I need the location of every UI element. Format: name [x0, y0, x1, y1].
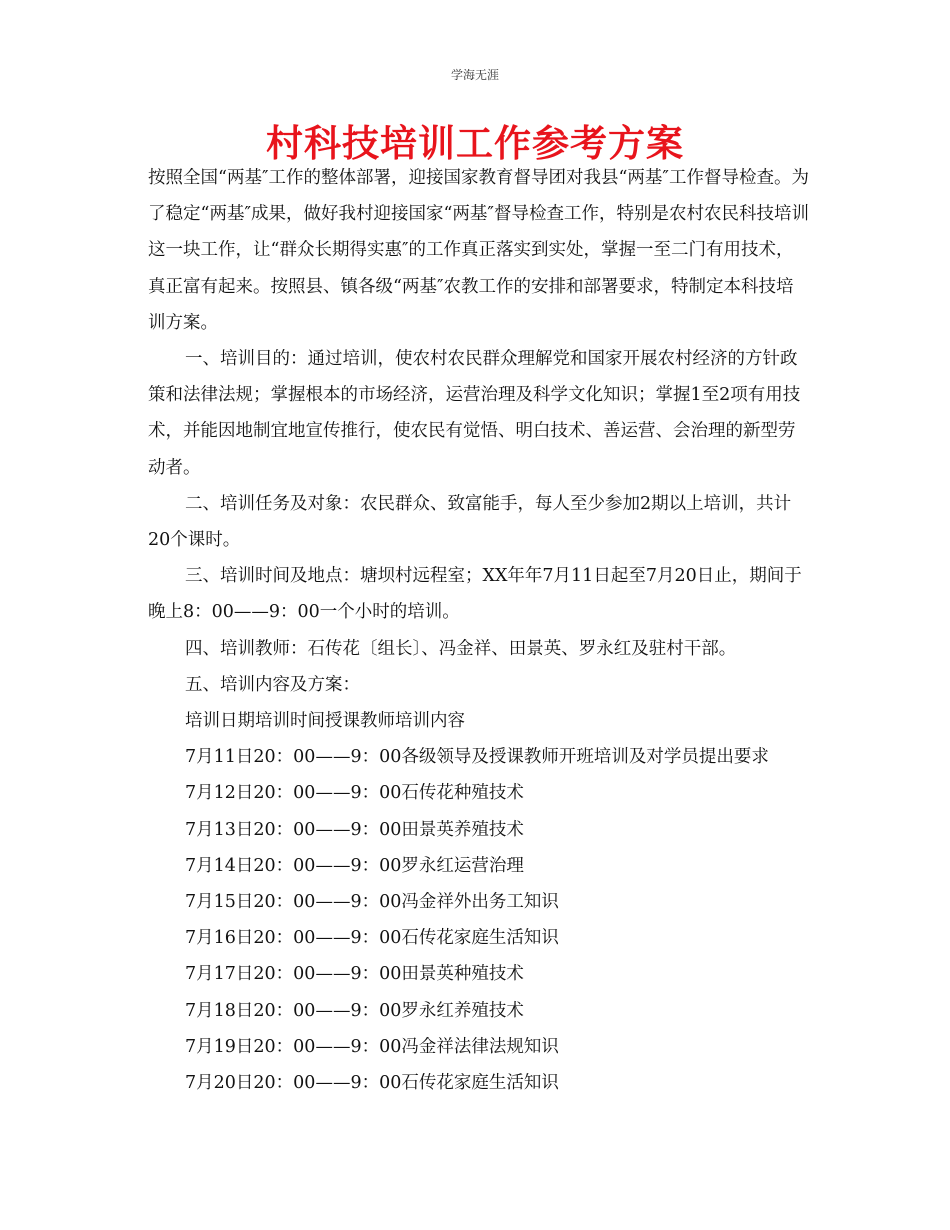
schedule-row: 7月20日20：00——9：00石传花家庭生活知识 — [185, 1073, 559, 1094]
section-content-plan: 五、培训内容及方案： — [185, 674, 360, 695]
schedule-table — [148, 703, 810, 1101]
schedule-row: 7月18日20：00——9：00罗永红养殖技术 — [185, 1000, 524, 1021]
schedule-header: 培训日期培训时间授课教师培训内容 — [185, 711, 465, 732]
schedule-row: 7月15日20：00——9：00冯金祥外出务工知识 — [185, 892, 559, 913]
document-body — [148, 160, 810, 1101]
section-purpose: 一、培训目的：通过培训，使农村农民群众理解党和国家开展农村经济的方针政策和法律法规；掌握根本的市场经济，运营治理及科学文化知识；掌握1至2项有用技术，并能因地制宜地宣传推行，使农民有觉悟、明白技术、善运营、会治理的新型劳动者。 — [148, 349, 801, 478]
schedule-row: 7月11日20：00——9：00各级领导及授课教师开班培训及对学员提出要求 — [185, 747, 769, 768]
schedule-row: 7月14日20：00——9：00罗永红运营治理 — [185, 855, 524, 876]
document-title: 村科技培训工作参考方案 — [266, 122, 684, 165]
schedule-row: 7月12日20：00——9：00石传花种殖技术 — [185, 783, 524, 804]
schedule-row: 7月13日20：00——9：00田景英养殖技术 — [185, 819, 524, 840]
section-time-place: 三、培训时间及地点：塘坝村远程室；XX年年7月11日起至7月20日止，期间于晚上8：00——9：00一个小时的培训。 — [148, 566, 802, 623]
intro-paragraph: 按照全国“两基″工作的整体部署，迎接国家教育督导团对我县“两基″工作督导检查。为了稳定“两基″成果，做好我村迎接国家“两基″督导检查工作，特别是农村农民科技培训这一块工作，让“群众长期得实惠″的工作真正落实到实处，掌握一至二门有用技术，真正富有起来。按照县、镇各级“两基″农教工作的安排和部署要求，特制定本科技培训方案。 — [148, 168, 809, 333]
schedule-row: 7月19日20：00——9：00冯金祥法律法规知识 — [185, 1036, 559, 1057]
schedule-row: 7月16日20：00——9：00石传花家庭生活知识 — [185, 928, 559, 949]
page-header: 学海无涯 — [450, 68, 499, 82]
schedule-row: 7月17日20：00——9：00田景英种殖技术 — [185, 964, 524, 985]
section-task-target: 二、培训任务及对象：农民群众、致富能手，每人至少参加2期以上培训，共计20个课时。 — [148, 493, 792, 551]
section-teachers: 四、培训教师：石传花〔组长〕、冯金祥、田景英、罗永红及驻村干部。 — [185, 638, 737, 659]
